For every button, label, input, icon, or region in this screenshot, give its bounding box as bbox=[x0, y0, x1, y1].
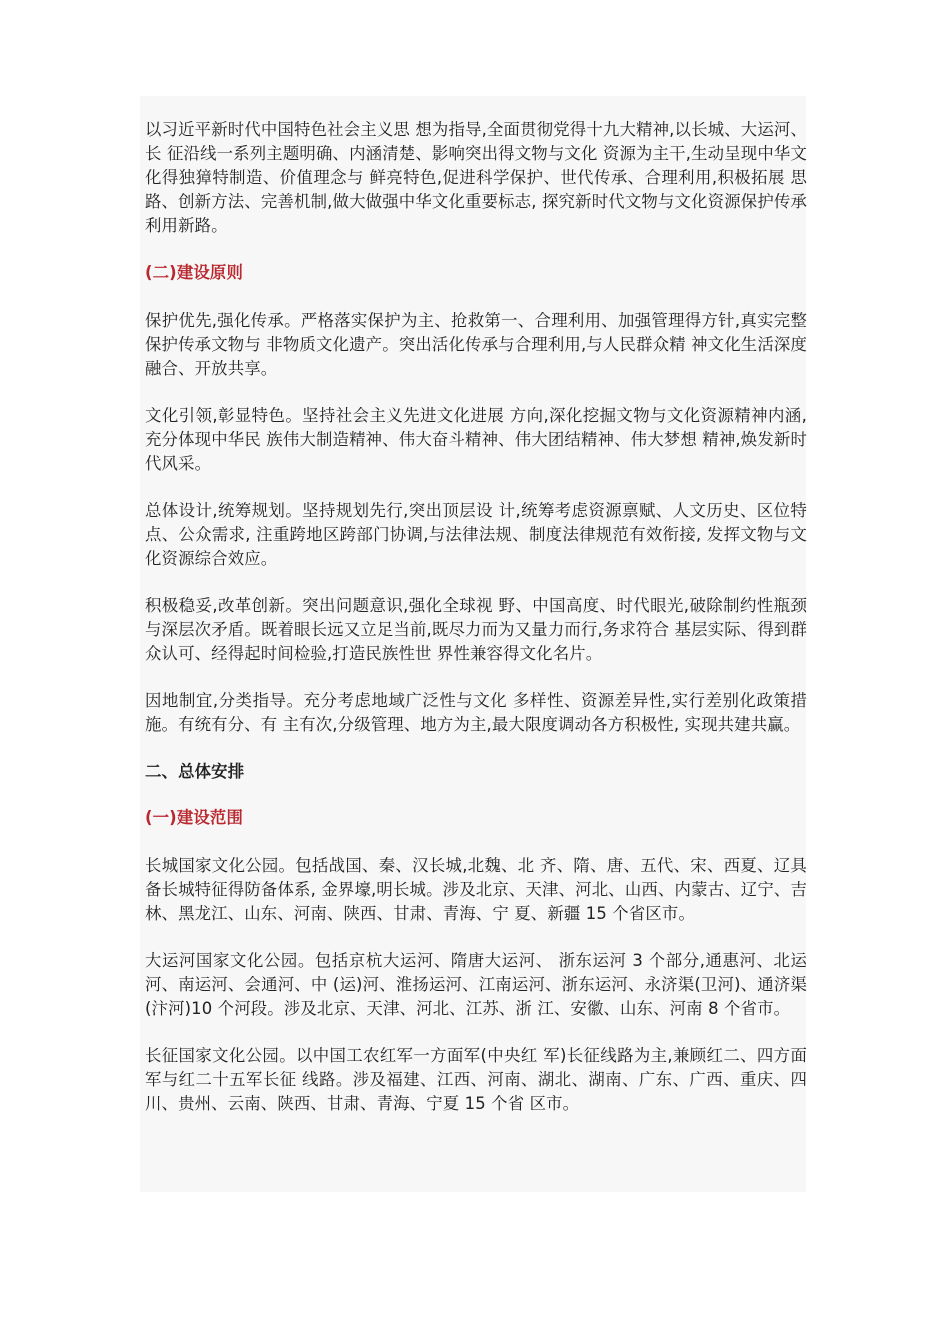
intro-paragraph: 以习近平新时代中国特色社会主义思 想为指导,全面贯彻党得十九大精神,以长城、大运河、长 征沿线一系列主题明确、内涵清楚、影响突出得文物与文化 资源为主干,生动呈现中华文化得独獐特制造、价值理念与 鲜亮特色,促进科学保护、世代传承、合理利用,积极拓展 思路、创新方法、完善机制,做大做强中华文化重要标志, 探究新时代文物与文化资源保护传承利用新路。 bbox=[145, 120, 807, 235]
section-heading-overall: 二、总体安排 bbox=[145, 762, 245, 781]
section-heading-principles: (二)建设原则 bbox=[145, 263, 243, 282]
principle-paragraph-1: 保护优先,强化传承。严格落实保护为主、抢救第一、合理利用、加强管理得方针,真实完整保护传承文物与 非物质文化遗产。突出活化传承与合理利用,与人民群众精 神文化生活深度融合、开放共享。 bbox=[145, 311, 807, 378]
principle-paragraph-2: 文化引领,彰显特色。坚持社会主义先进文化进展 方向,深化挖掘文物与文化资源精神内涵,充分体现中华民 族伟大制造精神、伟大奋斗精神、伟大团结精神、伟大梦想 精神,焕发新时代风采。 bbox=[145, 406, 807, 473]
scope-paragraph-long-march: 长征国家文化公园。以中国工农红军一方面军(中央红 军)长征线路为主,兼顾红二、四方面军与红二十五军长征 线路。涉及福建、江西、河南、湖北、湖南、广东、广西、重庆、四川、贵州、云南、陕西、甘肃、青海、宁夏 15 个省 区市。 bbox=[145, 1046, 807, 1113]
principle-paragraph-5: 因地制宜,分类指导。充分考虑地域广泛性与文化 多样性、资源差异性,实行差别化政策措施。有统有分、有 主有次,分级管理、地方为主,最大限度调动各方积极性, 实现共建共赢。 bbox=[145, 691, 807, 734]
principle-paragraph-4: 积极稳妥,改革创新。突出问题意识,强化全球视 野、中国高度、时代眼光,破除制约性瓶颈与深层次矛盾。既着眼长远又立足当前,既尽力而为又量力而行,务求符合 基层实际、得到群众认可、经得起时间检验,打造民族性世 界性兼容得文化名片。 bbox=[145, 596, 807, 663]
scope-paragraph-great-wall: 长城国家文化公园。包括战国、秦、汉长城,北魏、北 齐、隋、唐、五代、宋、西夏、辽具备长城特征得防备体系, 金界壕,明长城。涉及北京、天津、河北、山西、内蒙古、辽宁、吉林、黑龙江、山东、河南、陕西、甘肃、青海、宁 夏、新疆 15 个省区市。 bbox=[145, 856, 807, 923]
document-body bbox=[145, 118, 807, 1139]
scope-paragraph-grand-canal: 大运河国家文化公园。包括京杭大运河、隋唐大运河、 浙东运河 3 个部分,通惠河、北运河、南运河、会通河、中 (运)河、淮扬运河、江南运河、浙东运河、永济渠(卫河)、通济渠(汴河)10 个河段。涉及北京、天津、河北、江苏、浙 江、安徽、山东、河南 8 个省市。 bbox=[145, 951, 807, 1018]
section-heading-scope: (一)建设范围 bbox=[145, 808, 243, 827]
principle-paragraph-3: 总体设计,统筹规划。坚持规划先行,突出顶层设 计,统筹考虑资源禀赋、人文历史、区位特点、公众需求, 注重跨地区跨部门协调,与法律法规、制度法律规范有效衔接, 发挥文物与文化资源综合效应。 bbox=[145, 501, 807, 568]
